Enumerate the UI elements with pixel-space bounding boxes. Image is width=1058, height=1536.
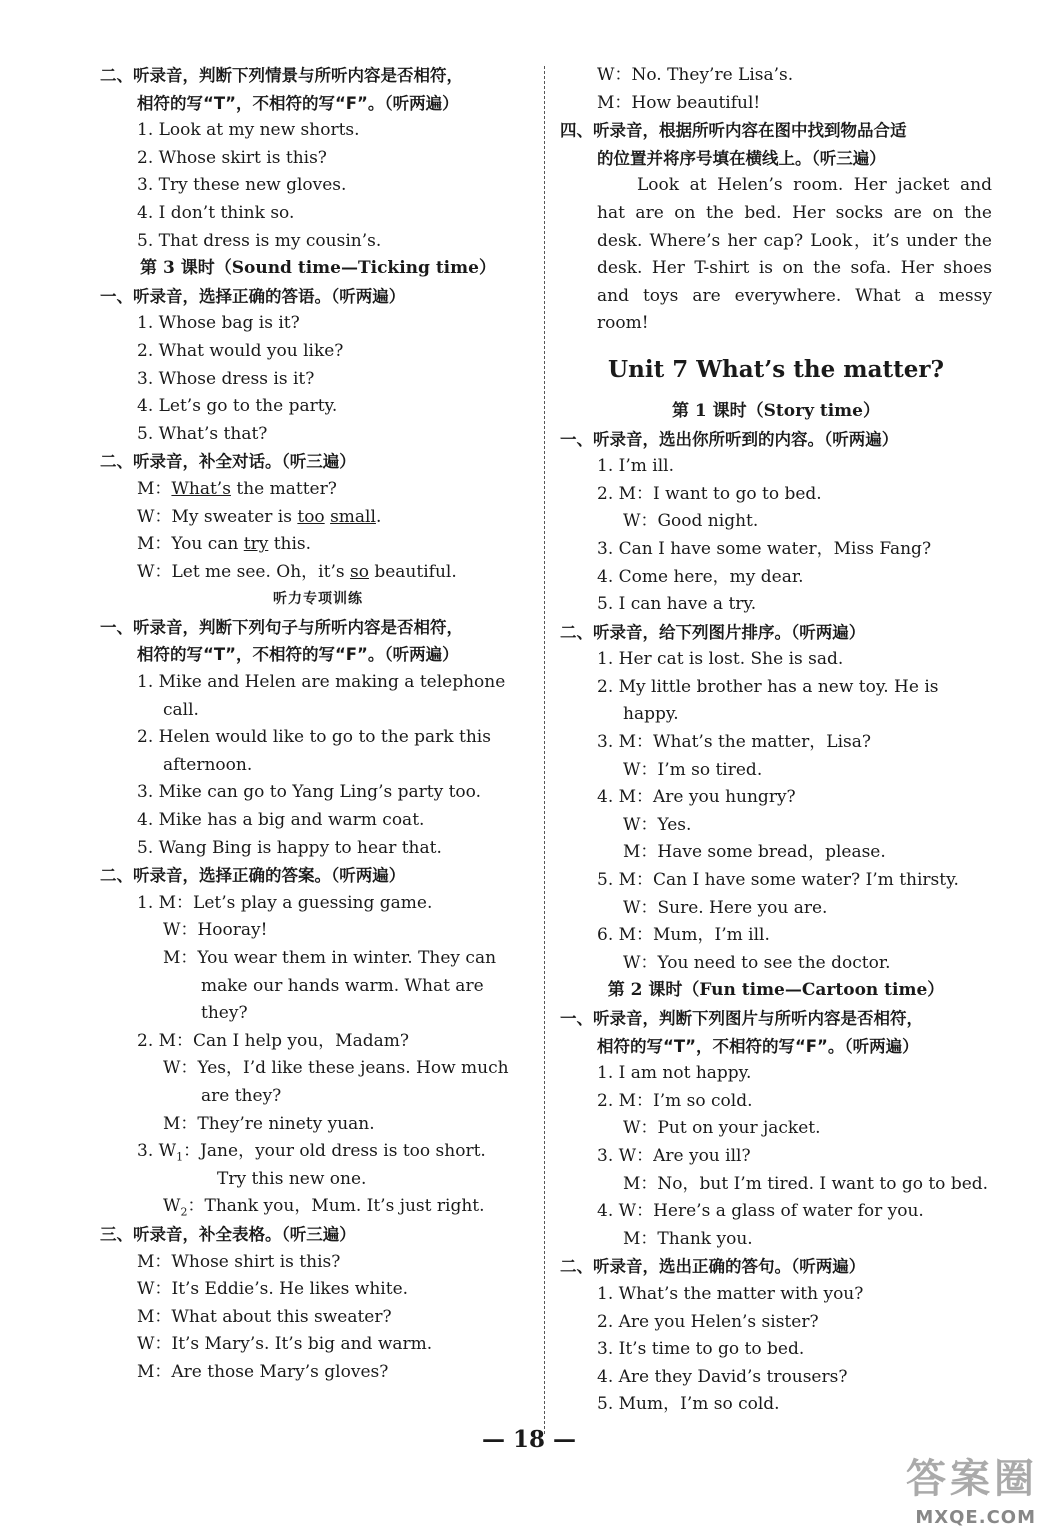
column-divider xyxy=(544,66,545,1434)
right-bottom-line: 4. W：Here’s a glass of water for you. xyxy=(597,1201,924,1222)
right-bottom-line: 一、听录音，判断下列图片与所听内容是否相符， xyxy=(560,1009,923,1028)
left-line: 二、听录音，选择正确的答案。（听两遍） xyxy=(100,866,406,886)
right-bottom-line: 1. I am not happy. xyxy=(597,1063,752,1084)
left-line: 3. Mike can go to Yang Ling’s party too. xyxy=(137,782,481,803)
left-column xyxy=(100,62,536,1387)
left-line: 二、听录音，判断下列情景与所听内容是否相符， xyxy=(100,66,463,85)
left-line: 3. Try these new gloves. xyxy=(137,175,347,196)
left-line: W：My sweater is too small. xyxy=(137,506,382,527)
left-line: 相符的写“T”，不相符的写“F”。（听两遍） xyxy=(137,93,459,113)
right-bottom-line: W：Sure. Here you are. xyxy=(623,897,828,918)
left-line: 1. Look at my new shorts. xyxy=(137,120,360,141)
left-line: 听力专项训练 xyxy=(273,591,363,608)
left-line: M：They’re ninety yuan. xyxy=(163,1113,375,1134)
right-bottom-line: 二、听录音，给下列图片排序。（听两遍） xyxy=(560,622,866,642)
right-bottom-line: 6. M：Mum，I’m ill. xyxy=(597,925,770,946)
left-line: 1. M：Let’s play a guessing game. xyxy=(137,892,433,913)
right-bottom-line: 2. My little brother has a new toy. He is xyxy=(597,676,939,697)
right-bottom-line: happy. xyxy=(623,704,679,725)
left-line: 2. Whose skirt is this? xyxy=(137,147,327,168)
left-line: 2. Helen would like to go to the park this xyxy=(137,727,491,748)
left-line: W：It’s Mary’s. It’s big and warm. xyxy=(137,1334,433,1355)
right-bottom-line: 5. M：Can I have some water? I’m thirsty. xyxy=(597,870,959,891)
left-line: are they? xyxy=(201,1085,282,1106)
left-line: 第 3 课时（Sound time—Ticking time） xyxy=(140,258,496,279)
left-line: Try this new one. xyxy=(217,1168,367,1189)
right-bottom-line: 1. What’s the matter with you? xyxy=(597,1283,864,1304)
left-line: W：Hooray! xyxy=(163,920,268,941)
right-top-line: 的位置并将序号填在横线上。（听三遍） xyxy=(597,148,886,168)
left-line: 一、听录音，选择正确的答语。（听两遍） xyxy=(100,286,406,306)
right-bottom-line: 1. Her cat is lost. She is sad. xyxy=(597,649,844,670)
left-line: M：Are those Mary’s gloves? xyxy=(137,1361,389,1382)
left-line: 相符的写“T”，不相符的写“F”。（听两遍） xyxy=(137,645,459,665)
left-line: 2. M：Can I help you，Madam? xyxy=(137,1030,409,1051)
left-line: W：Let me see. Oh，it’s so beautiful. xyxy=(137,561,457,582)
right-bottom-line: W：Good night. xyxy=(623,511,759,532)
right-bottom-line: 相符的写“T”，不相符的写“F”。（听两遍） xyxy=(597,1036,919,1056)
right-bottom-line: 5. I can have a try. xyxy=(597,594,757,615)
left-line: 一、听录音，判断下列句子与所听内容是否相符， xyxy=(100,617,463,637)
right-top-line: W：No. They’re Lisa’s. xyxy=(597,65,794,85)
right-bottom-line: 3. It’s time to go to bed. xyxy=(597,1339,805,1360)
right-bottom-line: 5. Mum，I’m so cold. xyxy=(597,1394,780,1415)
right-bottom-line: 4. Are they David’s trousers? xyxy=(597,1366,848,1387)
left-line: M：You wear them in winter. They can xyxy=(163,948,497,968)
left-line: M：What’s the matter? xyxy=(137,478,337,499)
right-bottom-line: 第 2 课时（Fun time—Cartoon time） xyxy=(607,980,945,1001)
left-line: M：What about this sweater? xyxy=(137,1306,392,1327)
right-column xyxy=(560,62,992,1419)
left-line: 三、听录音，补全表格。（听三遍） xyxy=(100,1224,356,1244)
left-line: 5. Wang Bing is happy to hear that. xyxy=(137,837,442,858)
left-line: W：Yes，I’d like these jeans. How much xyxy=(163,1058,509,1079)
right-bottom-line: 1. I’m ill. xyxy=(597,456,674,477)
right-bottom-line: M：Thank you. xyxy=(623,1228,753,1249)
right-bottom-line: W：Put on your jacket. xyxy=(623,1118,821,1139)
right-bottom-line: 一、听录音，选出你所听到的内容。（听两遍） xyxy=(560,429,899,449)
helen-room-paragraph: Look at Helen’s room. Her jacket and hat are on the bed. Her socks are on the desk. Where’s her cap? Look，it’s under the desk. Her T-shirt is on the sofa. Her shoes and toys are everywhere. What a messy room! xyxy=(597,175,992,334)
left-line: they? xyxy=(201,1003,248,1024)
left-line: 5. What’s that? xyxy=(137,423,268,444)
right-bottom-line: W：You need to see the doctor. xyxy=(623,952,891,973)
right-bottom-line: W：Yes. xyxy=(623,814,692,835)
left-line: afternoon. xyxy=(163,754,253,775)
right-bottom-line: W：I’m so tired. xyxy=(623,759,763,780)
left-line: 3. $W_1$：Jane，your old dress is too short. xyxy=(137,1141,486,1164)
left-line: $W_2$：Thank you，Mum. It’s just right. xyxy=(163,1196,485,1219)
right-bottom-line: 3. Can I have some water，Miss Fang? xyxy=(597,538,932,559)
right-bottom-line: 2. M：I’m so cold. xyxy=(597,1090,753,1111)
right-bottom-lines xyxy=(560,398,992,1419)
right-top-lines xyxy=(560,62,992,172)
left-line: 4. Let’s go to the party. xyxy=(137,396,338,417)
right-bottom-line: 4. M：Are you hungry? xyxy=(597,787,796,808)
right-bottom-line: M：Have some bread，please. xyxy=(623,842,886,863)
right-top-line: 四、听录音，根据所听内容在图中找到物品合适 xyxy=(560,121,907,141)
left-line: make our hands warm. What are xyxy=(201,975,484,996)
unit-title: Unit 7 What’s the matter? xyxy=(608,355,944,383)
watermark-logo: 答案圈 xyxy=(906,1456,1038,1502)
left-line: 4. Mike has a big and warm coat. xyxy=(137,810,425,831)
right-top-line: M：How beautiful! xyxy=(597,92,761,113)
left-line: 1. Mike and Helen are making a telephone xyxy=(137,672,506,693)
left-line: W：It’s Eddie’s. He likes white. xyxy=(137,1279,409,1300)
left-line: 2. What would you like? xyxy=(137,340,344,361)
right-bottom-line: 3. M：What’s the matter，Lisa? xyxy=(597,732,872,753)
left-line: 5. That dress is my cousin’s. xyxy=(137,230,382,251)
left-line: M：You can try this. xyxy=(137,534,312,555)
right-bottom-line: M：No，but I’m tired. I want to go to bed. xyxy=(623,1173,989,1194)
left-line: 3. Whose dress is it? xyxy=(137,368,315,389)
left-line: call. xyxy=(163,699,199,720)
watermark-url: MXQE.COM xyxy=(915,1507,1036,1528)
right-bottom-line: 4. Come here，my dear. xyxy=(597,566,804,587)
right-bottom-line: 3. W：Are you ill? xyxy=(597,1145,751,1166)
right-bottom-line: 第 1 课时（Story time） xyxy=(671,400,880,421)
left-line: 1. Whose bag is it? xyxy=(137,313,300,334)
left-line: 二、听录音，补全对话。（听三遍） xyxy=(100,452,356,472)
page-number: — 18 — xyxy=(481,1426,577,1453)
left-line: M：Whose shirt is this? xyxy=(137,1251,341,1272)
right-bottom-line: 二、听录音，选出正确的答句。（听两遍） xyxy=(560,1257,866,1277)
right-bottom-line: 2. Are you Helen’s sister? xyxy=(597,1311,819,1332)
right-bottom-line: 2. M：I want to go to bed. xyxy=(597,483,822,504)
left-line: 4. I don’t think so. xyxy=(137,202,295,223)
